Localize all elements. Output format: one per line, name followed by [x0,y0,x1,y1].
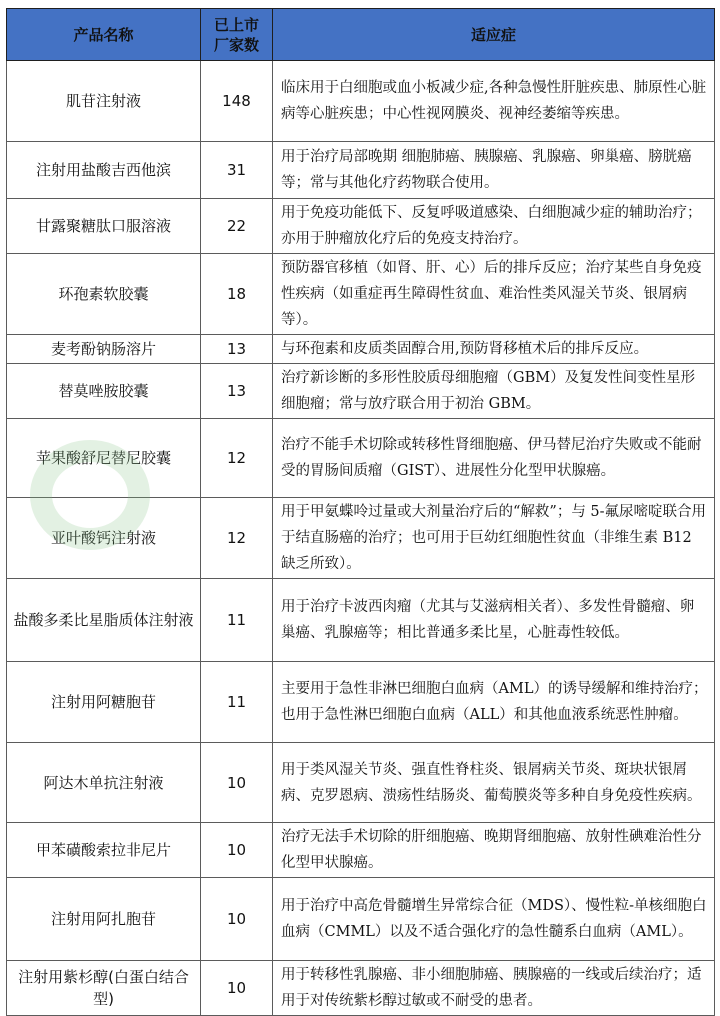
table-header [7,9,715,61]
indication-cell: 治疗不能手术切除或转移性肾细胞癌、伊马替尼治疗失败或不能耐受的胃肠间质瘤（GIST）、进展性分化型甲状腺癌。 [273,419,715,498]
product-name-cell: 替莫唑胺胶囊 [7,364,201,419]
indication-cell: 用于免疫功能低下、反复呼吸道感染、白细胞减少症的辅助治疗；亦用于肿瘤放化疗后的免疫支持治疗。 [273,199,715,254]
indication-cell: 治疗无法手术切除的肝细胞癌、晚期肾细胞癌、放射性碘难治性分化型甲状腺癌。 [273,823,715,878]
manufacturer-count-cell: 10 [201,823,273,878]
manufacturer-count-cell: 31 [201,142,273,199]
manufacturer-count-cell: 22 [201,199,273,254]
indication-cell: 临床用于白细胞或血小板减少症,各种急慢性肝脏疾患、肺原性心脏病等心脏疾患；中心性视网膜炎、视神经萎缩等疾患。 [273,61,715,142]
table-row [7,961,715,1016]
table-row [7,199,715,254]
indication-cell: 预防器官移植（如肾、肝、心）后的排斥反应；治疗某些自身免疫性疾病（如重症再生障碍性贫血、难治性类风湿关节炎、银屑病等）。 [273,254,715,335]
manufacturer-count-cell: 10 [201,878,273,961]
product-name-cell: 肌苷注射液 [7,61,201,142]
product-name-cell: 亚叶酸钙注射液 [7,498,201,579]
indication-cell: 主要用于急性非淋巴细胞白血病（AML）的诱导缓解和维持治疗；也用于急性淋巴细胞白血病（ALL）和其他血液系统恶性肿瘤。 [273,662,715,743]
table-row [7,335,715,364]
manufacturer-count-cell: 12 [201,498,273,579]
product-name-cell: 苹果酸舒尼替尼胶囊 [7,419,201,498]
indication-cell: 用于治疗局部晚期 细胞肺癌、胰腺癌、乳腺癌、卵巢癌、膀胱癌等；常与其他化疗药物联合使用。 [273,142,715,199]
manufacturer-count-cell: 148 [201,61,273,142]
indication-cell: 治疗新诊断的多形性胶质母细胞瘤（GBM）及复发性间变性星形细胞瘤；常与放疗联合用于初治 GBM。 [273,364,715,419]
table-row [7,662,715,743]
header-indication: 适应症 [273,9,715,61]
product-name-cell: 甘露聚糖肽口服溶液 [7,199,201,254]
product-name-cell: 注射用盐酸吉西他滨 [7,142,201,199]
manufacturer-count-cell: 10 [201,961,273,1016]
drug-table-container [6,8,714,1016]
manufacturer-count-cell: 13 [201,364,273,419]
indication-cell: 用于类风湿关节炎、强直性脊柱炎、银屑病关节炎、斑块状银屑病、克罗恩病、溃疡性结肠炎、葡萄膜炎等多种自身免疫性疾病。 [273,743,715,823]
header-manufacturer-count [201,9,273,61]
product-name-cell: 注射用紫杉醇(白蛋白结合型) [7,961,201,1016]
table-row [7,743,715,823]
table-row [7,61,715,142]
table-row [7,142,715,199]
indication-cell: 与环孢素和皮质类固醇合用,预防肾移植术后的排斥反应。 [273,335,715,364]
table-row [7,419,715,498]
indication-cell: 用于治疗卡波西肉瘤（尤其与艾滋病相关者）、多发性骨髓瘤、卵巢癌、乳腺癌等；相比普通多柔比星，心脏毒性较低。 [273,579,715,662]
manufacturer-count-cell: 11 [201,662,273,743]
product-name-cell: 阿达木单抗注射液 [7,743,201,823]
drug-table [6,8,715,1016]
header-manufacturer-count-label: 已上市 厂家数 [213,15,259,54]
table-body [7,61,715,1016]
header-row [7,9,715,61]
table-row [7,878,715,961]
product-name-cell: 注射用阿扎胞苷 [7,878,201,961]
product-name-cell: 麦考酚钠肠溶片 [7,335,201,364]
indication-cell: 用于治疗中高危骨髓增生异常综合征（MDS）、慢性粒-单核细胞白血病（CMML）以及不适合强化疗的急性髓系白血病（AML）。 [273,878,715,961]
manufacturer-count-cell: 18 [201,254,273,335]
table-row [7,254,715,335]
product-name-cell: 盐酸多柔比星脂质体注射液 [7,579,201,662]
manufacturer-count-cell: 12 [201,419,273,498]
manufacturer-count-cell: 13 [201,335,273,364]
table-row [7,364,715,419]
indication-cell: 用于甲氨蝶呤过量或大剂量治疗后的“解救”；与 5-氟尿嘧啶联合用于结直肠癌的治疗；也可用于巨幼红细胞性贫血（非维生素 B12 缺乏所致）。 [273,498,715,579]
table-row [7,579,715,662]
indication-cell: 用于转移性乳腺癌、非小细胞肺癌、胰腺癌的一线或后续治疗；适用于对传统紫杉醇过敏或不耐受的患者。 [273,961,715,1016]
product-name-cell: 环孢素软胶囊 [7,254,201,335]
table-row [7,498,715,579]
header-product-name: 产品名称 [7,9,201,61]
table-row [7,823,715,878]
manufacturer-count-cell: 10 [201,743,273,823]
product-name-cell: 甲苯磺酸索拉非尼片 [7,823,201,878]
manufacturer-count-cell: 11 [201,579,273,662]
product-name-cell: 注射用阿糖胞苷 [7,662,201,743]
